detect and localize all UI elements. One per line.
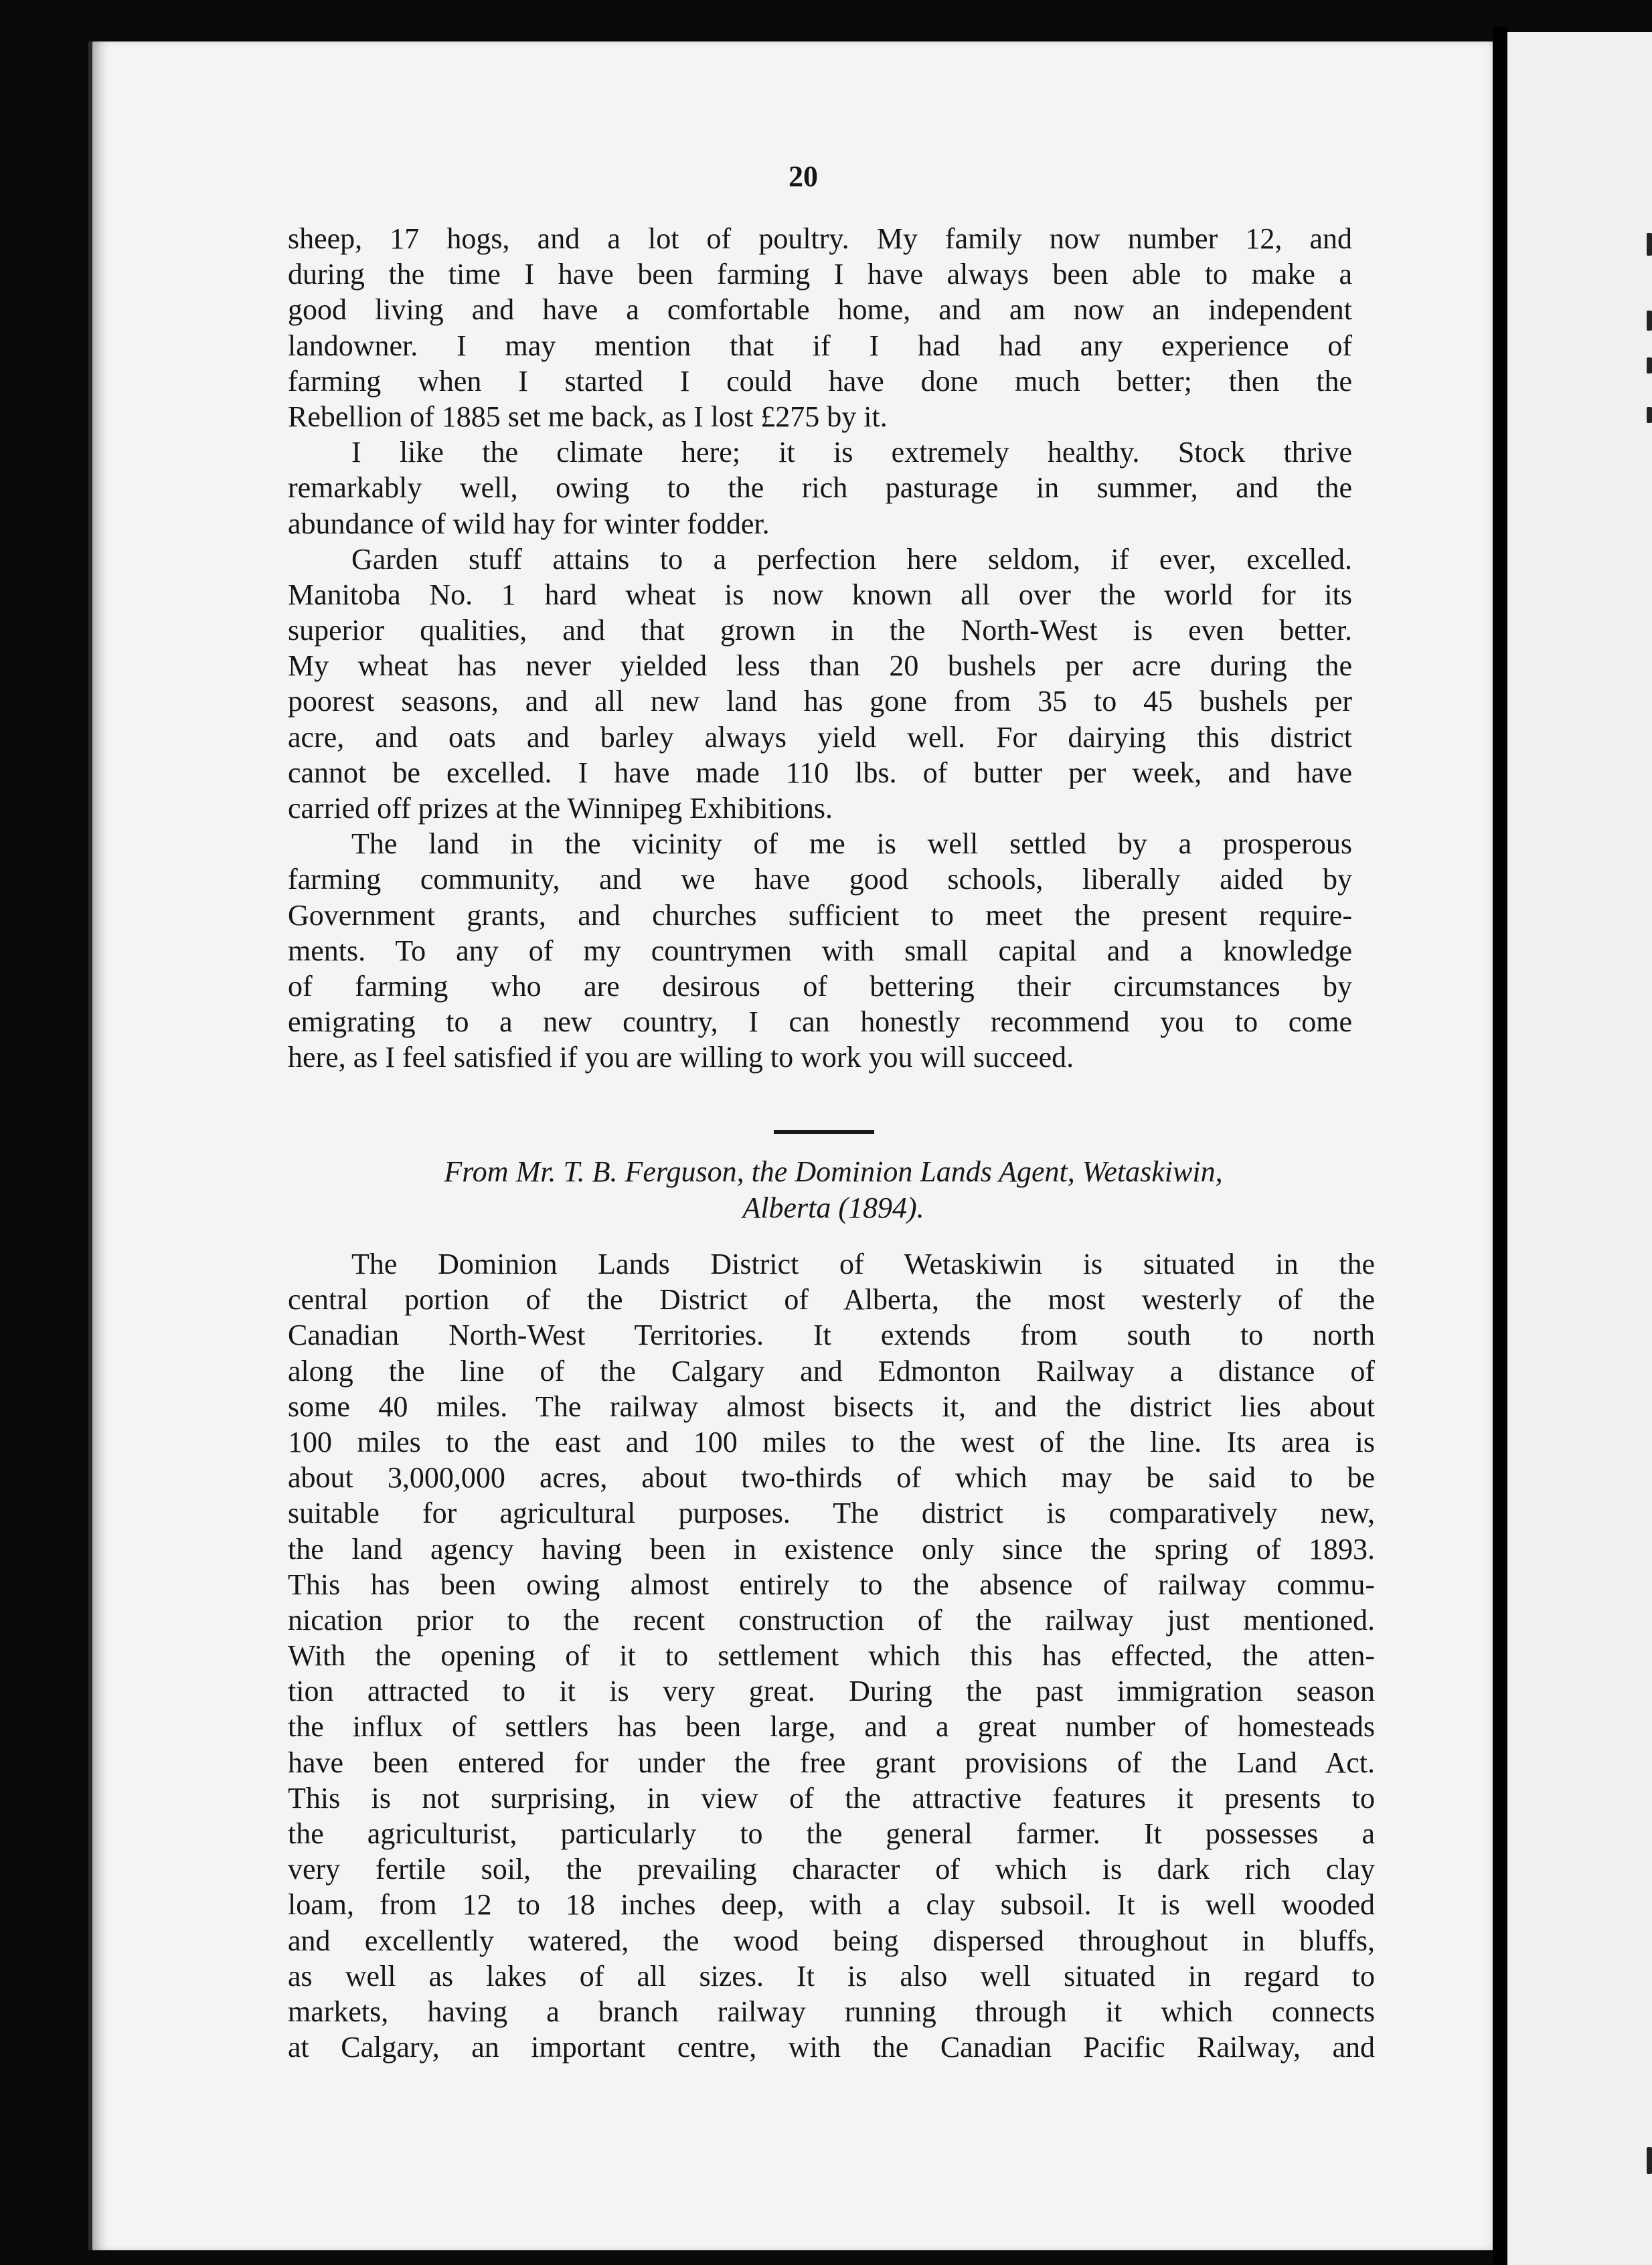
text-line: I like the climate here; it is extremely healthy. Stock thrive	[351, 436, 1352, 469]
page-number: 20	[789, 160, 818, 193]
adjacent-text-fragment	[1647, 2147, 1652, 2174]
adjacent-page-edge	[1507, 32, 1652, 2265]
text-line: and excellently watered, the wood being dispersed throughout in bluffs,	[288, 1924, 1375, 1957]
text-line: have been entered for under the free grant provisions of the Land Act.	[288, 1746, 1375, 1779]
text-line: ments. To any of my countrymen with small capital and a knowledge	[288, 934, 1352, 967]
adjacent-text-fragment	[1647, 357, 1652, 373]
text-line: Canadian North-West Territories. It extends from south to north	[288, 1319, 1375, 1352]
text-line: of farming who are desirous of bettering their circumstances by	[288, 969, 1352, 1003]
text-line: remarkably well, owing to the rich pasturage in summer, and the	[288, 471, 1352, 505]
text-line: farming when I started I could have done much better; then the	[288, 364, 1352, 398]
text-line: here, as I feel satisfied if you are willing to work you will succeed.	[288, 1041, 1074, 1074]
text-line: some 40 miles. The railway almost bisects it, and the district lies about	[288, 1390, 1375, 1423]
text-line: sheep, 17 hogs, and a lot of poultry. My family now number 12, and	[288, 222, 1352, 255]
text-line: Manitoba No. 1 hard wheat is now known all over the world for its	[288, 578, 1352, 611]
section-heading	[315, 1154, 1352, 1226]
section-heading-line: From Mr. T. B. Ferguson, the Dominion Lands Agent, Wetaskiwin,	[444, 1155, 1223, 1188]
page-gutter	[1493, 27, 1507, 2265]
text-line: 100 miles to the east and 100 miles to the west of the line. Its area is	[288, 1425, 1375, 1458]
text-line: poorest seasons, and all new land has gone from 35 to 45 bushels per	[288, 685, 1352, 718]
text-line: This is not surprising, in view of the attractive features it presents to	[288, 1781, 1375, 1815]
text-line: farming community, and we have good schools, liberally aided by	[288, 863, 1352, 896]
text-line: acre, and oats and barley always yield well. For dairying this district	[288, 720, 1352, 754]
paper-blot	[129, 625, 171, 655]
text-line: Rebellion of 1885 set me back, as I lost £275 by it.	[288, 400, 888, 433]
text-line: very fertile soil, the prevailing character of which is dark rich clay	[288, 1853, 1375, 1886]
text-line: good living and have a comfortable home, and am now an independent	[288, 293, 1352, 327]
text-line: along the line of the Calgary and Edmonton Railway a distance of	[288, 1354, 1375, 1388]
text-line: nication prior to the recent construction of the railway just mentioned.	[288, 1603, 1375, 1637]
section-body	[288, 1246, 1375, 2065]
text-line: at Calgary, an important centre, with the Canadian Pacific Railway, and	[288, 2031, 1375, 2064]
text-line: during the time I have been farming I have always been able to make a	[288, 258, 1352, 291]
text-line: The Dominion Lands District of Wetaskiwin is situated in the	[351, 1248, 1375, 1280]
text-line: loam, from 12 to 18 inches deep, with a clay subsoil. It is well wooded	[288, 1888, 1375, 1922]
text-line: superior qualities, and that grown in the North-West is even better.	[288, 614, 1352, 647]
text-line: Garden stuff attains to a perfection here seldom, if ever, excelled.	[351, 542, 1352, 576]
text-line: as well as lakes of all sizes. It is also well situated in regard to	[288, 1959, 1375, 1993]
text-line: suitable for agricultural purposes. The district is comparatively new,	[288, 1497, 1375, 1530]
text-line: With the opening of it to settlement which this has effected, the atten-	[288, 1639, 1375, 1673]
text-line: markets, having a branch railway running through it which connects	[288, 1995, 1375, 2028]
text-line: Government grants, and churches sufficient to meet the present require-	[288, 898, 1352, 932]
text-line: The land in the vicinity of me is well settled by a prosperous	[351, 827, 1352, 861]
adjacent-text-fragment	[1647, 233, 1652, 256]
text-line: landowner. I may mention that if I had had any experience of	[288, 329, 1352, 362]
text-line: This has been owing almost entirely to the absence of railway commu-	[288, 1568, 1375, 1601]
text-line: cannot be excelled. I have made 110 lbs. of butter per week, and have	[288, 756, 1352, 789]
text-line: abundance of wild hay for winter fodder.	[288, 507, 770, 540]
text-line: the agriculturist, particularly to the general farmer. It possesses a	[288, 1817, 1375, 1850]
text-line: the land agency having been in existence only since the spring of 1893.	[288, 1532, 1375, 1566]
text-line: about 3,000,000 acres, about two-thirds of which may be said to be	[288, 1461, 1375, 1495]
text-line: tion attracted to it is very great. During the past immigration season	[288, 1675, 1375, 1708]
text-line: carried off prizes at the Winnipeg Exhibitions.	[288, 792, 833, 825]
adjacent-text-fragment	[1647, 407, 1652, 423]
section-heading-line: Alberta (1894).	[742, 1191, 924, 1224]
text-line: the influx of settlers has been large, and a great number of homesteads	[288, 1710, 1375, 1744]
text-line: emigrating to a new country, I can honestly recommend you to come	[288, 1005, 1352, 1039]
text-line: My wheat has never yielded less than 20 bushels per acre during the	[288, 649, 1352, 683]
section-divider	[774, 1130, 874, 1134]
adjacent-text-fragment	[1647, 311, 1652, 331]
text-line: central portion of the District of Alberta, the most westerly of the	[288, 1283, 1375, 1317]
letter-body	[288, 221, 1352, 1076]
